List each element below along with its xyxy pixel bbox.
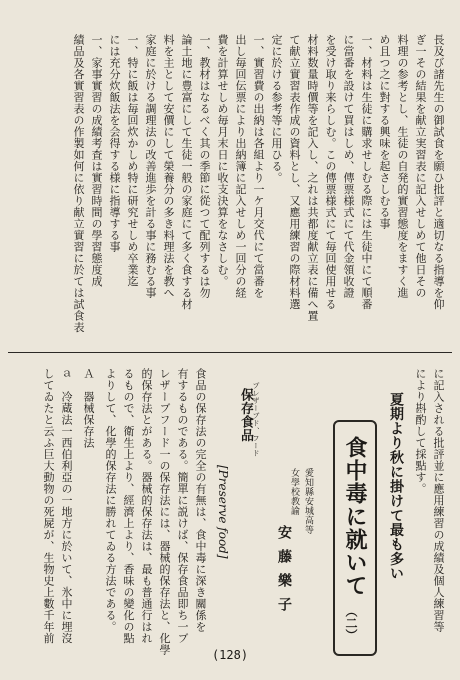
- text-column: には充分炊飯法を会得する様に指導する事: [108, 34, 121, 253]
- section-english-title: [Preserve food]: [216, 465, 230, 559]
- text-column: Ａ 器械保存法: [82, 368, 95, 449]
- text-column: 論土地に豊富にして生徒一般の家庭にて多く食する材: [180, 34, 193, 310]
- text-column: 一、特に飯は毎回炊かしめ特に研究せしめ卒業迄: [126, 34, 139, 287]
- text-column: に記入される批評並に應用練習の成績及個人練習等: [432, 368, 445, 633]
- text-column: 長及び諸先生の御試食を願ひ批評と適切なる指導を仰: [432, 34, 445, 310]
- text-column: してゐたと云ふ巨大動物の死屍が、生物史上數千年前: [42, 368, 55, 644]
- section-title: 保存食品: [238, 388, 253, 442]
- text-column: 績品及各實習表の作製如何に依り献立實習に於ては試食表: [72, 34, 85, 333]
- author-name: 安藤樂子: [276, 525, 292, 621]
- text-column: るもので、衛生上より、經濟上より、香味の變化の點: [122, 368, 135, 644]
- article-title: 食中毒に就いて: [342, 436, 368, 597]
- text-column: 材料数量時價等を記入し、之れは共都度献立表に備へ置: [306, 34, 319, 322]
- text-column: により斟酌して採點す。: [414, 368, 427, 495]
- text-column: 食品の保存法の完全の有無は、食中毒に深き關係を: [194, 368, 207, 633]
- article-subtitle: 夏期より秋に掛けて最も多い: [388, 392, 404, 581]
- text-column: 定に於ける参考等に用ひる。: [270, 34, 283, 184]
- text-column: 一、教材はなるべく其の季節に從つて配列するは勿: [198, 34, 211, 299]
- text-column: に當番を設けて買はしめ、傳票様式にて代金領收證: [342, 34, 355, 299]
- text-column: 費を計算せしめ毎月末日に收支決算をなさしむ。: [216, 34, 229, 287]
- text-column: を受け取り来らしむ。この傳票様式にて毎回使用せる: [324, 34, 337, 310]
- text-column: レザーブフード一の保存法には、器械的保存法と、化學: [158, 368, 171, 656]
- text-column: 出し毎回伝票により出納簿に記入せしめ一回分の経: [234, 34, 247, 299]
- text-column: よりして、化學的保存法に勝れてゐる方法である。: [104, 368, 117, 633]
- text-column: 家庭に於ける調理法の改善進歩を計る事に務むる事: [144, 34, 157, 299]
- text-column: 一、實習費の出納は各組より一ケ月交代にて當番を: [252, 34, 265, 299]
- page-number: (128): [211, 648, 249, 662]
- text-column: 料を主として安價にして榮養分の多き料理法を教へ: [162, 34, 175, 299]
- section-ruby: プレザーブド、フード: [252, 382, 260, 457]
- text-column: 的保存法とがある。器械的保存法は、最も普通行はれ: [140, 368, 153, 644]
- text-column: 有するものである。簡單に説けば、保存食品即ち一ブ: [176, 368, 189, 644]
- article-number: （二）: [344, 605, 358, 641]
- text-column: ぎ一その結果を献立実習表に記入せしめて他日その: [414, 34, 427, 299]
- author-position: 女學校教諭: [289, 468, 299, 516]
- text-column: ａ 冷蔵法一西伯利亞の一地方に於いて、氷中に埋沒: [60, 368, 73, 644]
- title-box: [333, 420, 377, 656]
- text-column: 一、家事實習の成績考査は實習時間の學習態度成: [90, 34, 103, 287]
- author-affiliation: 愛知縣安城高等: [303, 468, 313, 535]
- text-column: 一、材料は生徒に購求せしむる際には生徒中にて順番: [360, 34, 373, 310]
- text-column: め且つ之に對する興味を起さしむる事: [378, 34, 391, 230]
- text-column: 料理の参考とし、生徒の自発的實習態度をますく進: [396, 34, 409, 299]
- section-divider: [8, 352, 452, 353]
- text-column: て献立實習表作成の資料とし、又應用練習の際材料選: [288, 34, 301, 310]
